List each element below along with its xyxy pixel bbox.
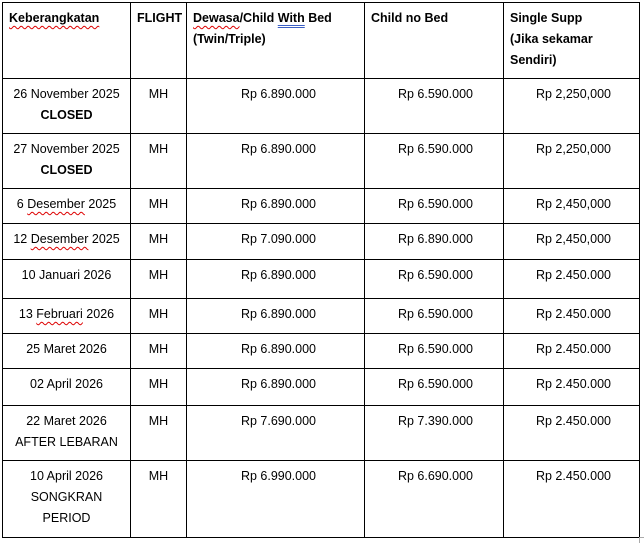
table-row [3, 299, 640, 334]
single-supp-cell: Rp 2.450.000 [504, 406, 640, 461]
header-single-supp: Single Supp (Jika sekamar Sendiri) [504, 3, 640, 79]
departure-cell: 10 April 2026 SONGKRAN PERIOD [3, 461, 131, 538]
header-child-no-bed: Child no Bed [365, 3, 504, 79]
departure-cell: 12 Desember 2025 [3, 224, 131, 260]
flight-cell: MH [131, 260, 187, 299]
header-adult-with-bed: Dewasa/Child With Bed (Twin/Triple) [187, 3, 365, 79]
adult-price-cell: Rp 7.090.000 [187, 224, 365, 260]
child-price-cell: Rp 6.690.000 [365, 461, 504, 538]
departure-note: CLOSED [40, 163, 93, 177]
flight-cell: MH [131, 334, 187, 369]
header-adult-text: Dewasa [193, 11, 240, 25]
departure-cell: 25 Maret 2026 [3, 334, 131, 369]
single-supp-cell: Rp 2.450.000 [504, 334, 640, 369]
child-price-cell: Rp 6.590.000 [365, 369, 504, 406]
single-supp-cell: Rp 2,450,000 [504, 224, 640, 260]
adult-price-cell: Rp 7.690.000 [187, 406, 365, 461]
adult-price-cell: Rp 6.890.000 [187, 334, 365, 369]
flight-cell: MH [131, 134, 187, 189]
flight-cell: MH [131, 299, 187, 334]
child-price-cell: Rp 6.590.000 [365, 334, 504, 369]
table-row [3, 189, 640, 224]
departure-cell: 22 Maret 2026 AFTER LEBARAN [3, 406, 131, 461]
child-price-cell: Rp 6.590.000 [365, 260, 504, 299]
table-row [3, 406, 640, 461]
flight-cell: MH [131, 461, 187, 538]
flight-cell: MH [131, 79, 187, 134]
single-supp-cell: Rp 2.450.000 [504, 369, 640, 406]
child-price-cell: Rp 7.390.000 [365, 406, 504, 461]
child-price-cell: Rp 6.590.000 [365, 299, 504, 334]
child-price-cell: Rp 6.590.000 [365, 134, 504, 189]
departure-note: CLOSED [40, 108, 93, 122]
single-supp-cell: Rp 2.450.000 [504, 260, 640, 299]
adult-price-cell: Rp 6.890.000 [187, 79, 365, 134]
flight-cell: MH [131, 369, 187, 406]
adult-price-cell: Rp 6.890.000 [187, 134, 365, 189]
child-price-cell: Rp 6.890.000 [365, 224, 504, 260]
adult-price-cell: Rp 6.890.000 [187, 189, 365, 224]
departure-note: AFTER LEBARAN [15, 435, 118, 449]
adult-price-cell: Rp 6.890.000 [187, 369, 365, 406]
departure-cell: 26 November 2025 CLOSED [3, 79, 131, 134]
table-row [3, 79, 640, 134]
table-row [3, 134, 640, 189]
table-row [3, 369, 640, 406]
departure-cell: 27 November 2025 CLOSED [3, 134, 131, 189]
departure-cell: 02 April 2026 [3, 369, 131, 406]
flight-cell: MH [131, 406, 187, 461]
flight-cell: MH [131, 189, 187, 224]
table-row [3, 224, 640, 260]
table-row [3, 461, 640, 538]
single-supp-cell: Rp 2,450,000 [504, 189, 640, 224]
departure-cell: 13 Februari 2026 [3, 299, 131, 334]
child-price-cell: Rp 6.590.000 [365, 79, 504, 134]
adult-price-cell: Rp 6.890.000 [187, 299, 365, 334]
adult-price-cell: Rp 6.990.000 [187, 461, 365, 538]
header-flight: FLIGHT [131, 3, 187, 79]
single-supp-cell: Rp 2.450.000 [504, 299, 640, 334]
header-departure: Keberangkatan [3, 3, 131, 79]
table-row [3, 260, 640, 299]
single-supp-cell: Rp 2.450.000 [504, 461, 640, 538]
table-row [3, 334, 640, 369]
single-supp-cell: Rp 2,250,000 [504, 79, 640, 134]
departure-cell: 6 Desember 2025 [3, 189, 131, 224]
flight-cell: MH [131, 224, 187, 260]
single-supp-cell: Rp 2,250,000 [504, 134, 640, 189]
departure-cell: 10 Januari 2026 [3, 260, 131, 299]
header-row [3, 3, 640, 79]
price-table [2, 2, 640, 538]
departure-note: SONGKRAN [30, 490, 103, 504]
corner-marker [639, 537, 644, 543]
adult-price-cell: Rp 6.890.000 [187, 260, 365, 299]
departure-note: PERIOD [42, 511, 91, 525]
child-price-cell: Rp 6.590.000 [365, 189, 504, 224]
